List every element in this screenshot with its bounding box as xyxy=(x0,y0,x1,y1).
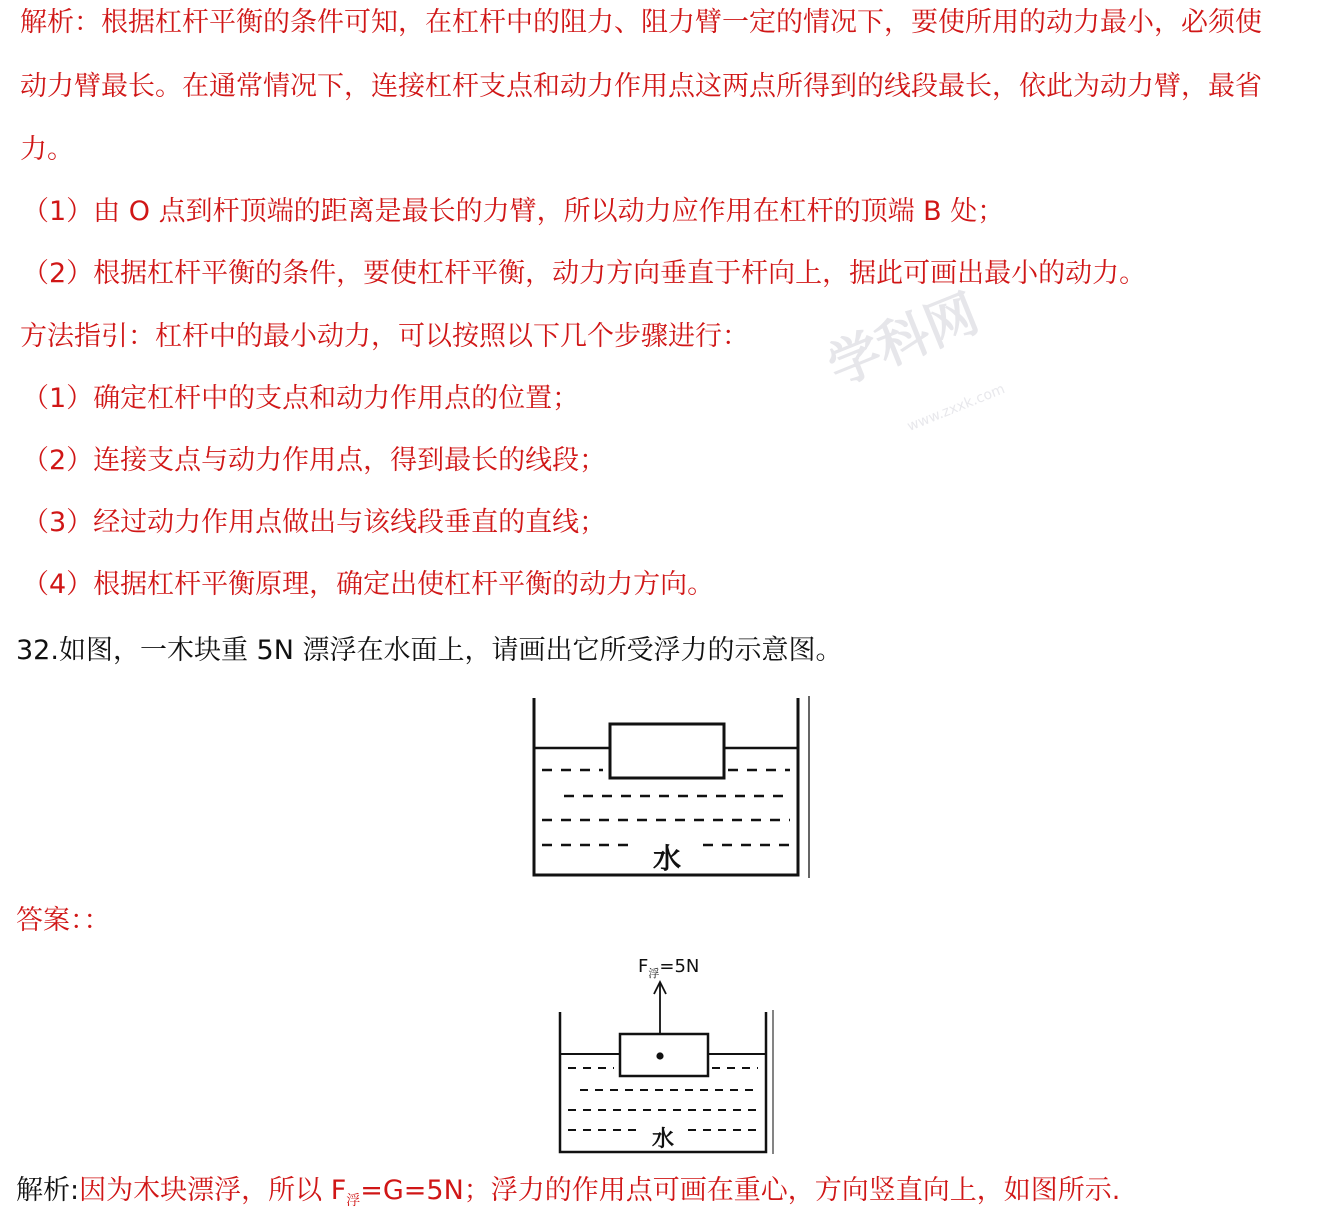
explanation-text-a: 因为木块漂浮，所以 F xyxy=(79,1175,347,1206)
answer-block xyxy=(620,1034,708,1076)
analysis-line-3: 力。 xyxy=(20,134,74,165)
watermark-url: www.zxxk.com xyxy=(905,381,1008,435)
force-label-main: F xyxy=(638,956,649,977)
explanation-line xyxy=(16,1174,1120,1218)
method-step-4: （4）根据杠杆平衡原理，确定出使杠杆平衡的动力方向。 xyxy=(22,569,715,600)
method-step-1: （1）确定杠杆中的支点和动力作用点的位置； xyxy=(22,383,580,414)
watermark-brand: 学科网 xyxy=(819,283,988,398)
analysis-point-2: （2）根据杠杆平衡的条件，要使杠杆平衡，动力方向垂直于杆向上，据此可画出最小的动力。 xyxy=(22,258,1147,289)
question-text: 32.如图，一木块重 5N 漂浮在水面上，请画出它所受浮力的示意图。 xyxy=(16,635,843,666)
analysis-line-1: 解析：根据杠杆平衡的条件可知，在杠杆中的阻力、阻力臂一定的情况下，要使所用的动力最小，必须使 xyxy=(20,7,1262,38)
center-of-gravity-dot xyxy=(656,1052,663,1059)
answer-figure xyxy=(552,948,782,1158)
svg-text:F浮=5N xyxy=(638,956,699,980)
method-step-2: （2）连接支点与动力作用点，得到最长的线段； xyxy=(22,445,607,476)
force-label-value: =5N xyxy=(659,956,700,977)
method-step-3: （3）经过动力作用点做出与该线段垂直的直线； xyxy=(22,507,607,538)
answer-water-label: 水 xyxy=(652,1127,675,1152)
answer-label: 答案：： xyxy=(16,905,111,936)
explanation-sub: 浮 xyxy=(346,1193,361,1209)
explanation-prefix: 解析: xyxy=(16,1175,80,1206)
explanation-text-b: =G=5N；浮力的作用点可画在重心，方向竖直向上，如图所示. xyxy=(360,1175,1121,1206)
question-figure xyxy=(528,690,818,885)
question-water-label: 水 xyxy=(653,842,682,875)
analysis-point-1: （1）由 O 点到杆顶端的距离是最长的力臂，所以动力应作用在杠杆的顶端 B 处； xyxy=(22,196,1005,227)
force-label-sub: 浮 xyxy=(648,967,660,980)
method-title: 方法指引：杠杆中的最小动力，可以按照以下几个步骤进行： xyxy=(20,321,749,352)
analysis-line-2: 动力臂最长。在通常情况下，连接杠杆支点和动力作用点这两点所得到的线段最长，依此为动力臂，最省 xyxy=(20,71,1262,102)
